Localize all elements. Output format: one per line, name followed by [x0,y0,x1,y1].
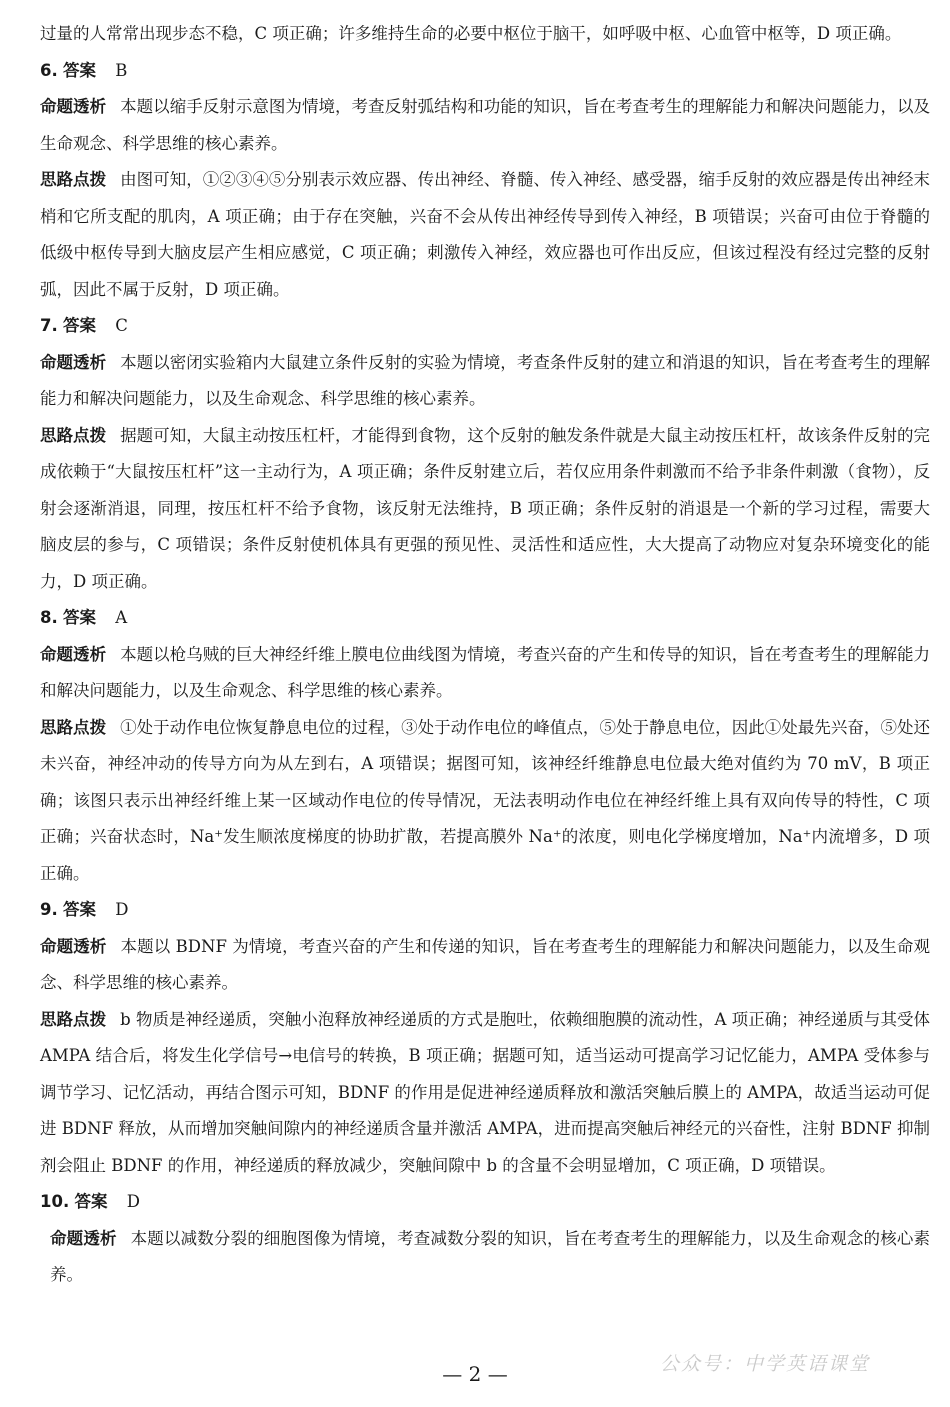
answer-label: 答案 [63,316,96,335]
analysis-text: 本题以枪乌贼的巨大神经纤维上膜电位曲线图为情境，考查兴奋的产生和传导的知识，旨在考查考生的理解能力和解决问题能力，以及生命观念、科学思维的核心素养。 [40,644,931,700]
answer-value: B [115,60,128,80]
question-number: 8. [40,608,58,627]
answer-label: 答案 [63,60,96,80]
question-8 [40,600,930,892]
question-number: 9. [40,900,58,919]
answer-line [40,308,930,345]
analysis-paragraph [40,1221,930,1294]
analysis-paragraph [40,637,930,710]
answer-content [40,16,930,1294]
question-9 [40,892,930,1184]
analysis-text: 本题以减数分裂的细胞图像为情境，考查减数分裂的知识，旨在考查考生的理解能力，以及生命观念的核心素养。 [50,1228,931,1284]
question-number: 10. [40,1192,70,1211]
reasoning-paragraph [40,710,930,893]
answer-value: C [115,316,128,335]
answer-value: D [126,1192,140,1211]
analysis-paragraph [40,345,930,418]
analysis-text: 本题以缩手反射示意图为情境，考查反射弧结构和功能的知识，旨在考查考生的理解能力和解决问题能力，以及生命观念、科学思维的核心素养。 [40,97,931,153]
page-number: — 2 — [442,1362,508,1386]
reasoning-text: 由图可知，①②③④⑤分别表示效应器、传出神经、脊髓、传入神经、感受器，缩手反射的效应器是传出神经末梢和它所支配的肌肉，A 项正确；由于存在突触，兴奋不会从传出神经传导到传入神经，B 项错误；兴奋可由位于脊髓的低级中枢传导到大脑皮层产生相应感觉，C 项正确；刺激传入神经，效应器也可作出反应，但该过程没有经过完整的反射弧，因此不属于反射，D 项正确。 [40,170,931,299]
reasoning-text: b 物质是神经递质，突触小泡释放神经递质的方式是胞吐，依赖细胞膜的流动性，A 项正确；神经递质与其受体 AMPA 结合后，将发生化学信号→电信号的转换，B 项正确；据题可知，适当运动可提高学习记忆能力，AMPA 受体参与调节学习、记忆活动，再结合图示可知，BDNF 的作用是促进神经递质释放和激活突触后膜上的 AMPA，故适当运动可促进 BDNF 释放，从而增加突触间隙内的神经递质含量并激活 AMPA，进而提高突触后神经元的兴奋性，注射 BDNF 抑制剂会阻止 BDNF 的作用，神经递质的释放减少，突触间隙中 b 的含量不会明显增加，C 项正确，D 项错误。 [40,1009,931,1175]
reasoning-paragraph [40,418,930,601]
analysis-label: 命题透析 [40,644,107,664]
question-10 [40,1184,930,1294]
analysis-text: 本题以 BDNF 为情境，考查兴奋的产生和传递的知识，旨在考查考生的理解能力和解决问题能力，以及生命观念、科学思维的核心素养。 [40,936,931,992]
reasoning-text: 据题可知，大鼠主动按压杠杆，才能得到食物，这个反射的触发条件就是大鼠主动按压杠杆，故该条件反射的完成依赖于“大鼠按压杠杆”这一主动行为，A 项正确；条件反射建立后，若仅应用条件刺激而不给予非条件刺激（食物），反射会逐渐消退，同理，按压杠杆不给予食物，该反射无法维持，B 项正确；条件反射的消退是一个新的学习过程，需要大脑皮层的参与，C 项错误；条件反射使机体具有更强的预见性、灵活性和适应性，大大提高了动物应对复杂环境变化的能力，D 项正确。 [40,425,931,591]
answer-line [40,892,930,929]
question-number: 7. [40,316,58,335]
question-number: 6. [40,60,58,80]
question-6 [40,53,930,309]
analysis-label: 命题透析 [50,1228,117,1248]
answer-line [40,1184,930,1221]
intro-paragraph: 过量的人常常出现步态不稳，C 项正确；许多维持生命的必要中枢位于脑干，如呼吸中枢、心血管中枢等，D 项正确。 [40,24,902,43]
analysis-label: 命题透析 [40,936,107,956]
reasoning-paragraph [40,162,930,308]
reasoning-label: 思路点拨 [40,717,107,737]
analysis-paragraph [40,929,930,1002]
reasoning-label: 思路点拨 [40,1009,107,1029]
watermark: 公众号：中学英语课堂 [660,1353,871,1375]
reasoning-paragraph [40,1002,930,1185]
answer-value: A [115,608,128,627]
answer-value: D [115,900,129,919]
answer-line [40,600,930,637]
analysis-label: 命题透析 [40,352,107,372]
reasoning-label: 思路点拨 [40,170,107,189]
reasoning-label: 思路点拨 [40,425,107,445]
reasoning-text: ①处于动作电位恢复静息电位的过程，③处于动作电位的峰值点，⑤处于静息电位，因此①处最先兴奋，⑤处还未兴奋，神经冲动的传导方向为从左到右，A 项错误；据图可知，该神经纤维静息电位最大绝对值约为 70 mV，B 项正确；该图只表示出神经纤维上某一区域动作电位的传导情况，无法表明动作电位在神经纤维上具有双向传导的特性，C 项正确；兴奋状态时，Na⁺发生顺浓度梯度的协助扩散，若提高膜外 Na⁺的浓度，则电化学梯度增加，Na⁺内流增多，D 项正确。 [40,717,931,883]
answer-label: 答案 [63,608,96,627]
answer-label: 答案 [74,1192,108,1211]
analysis-text: 本题以密闭实验箱内大鼠建立条件反射的实验为情境，考查条件反射的建立和消退的知识，旨在考查考生的理解能力和解决问题能力，以及生命观念、科学思维的核心素养。 [40,352,931,408]
answer-line [40,53,930,90]
analysis-paragraph [40,89,930,162]
analysis-label: 命题透析 [40,97,107,116]
answer-label: 答案 [63,900,96,919]
question-7 [40,308,930,600]
